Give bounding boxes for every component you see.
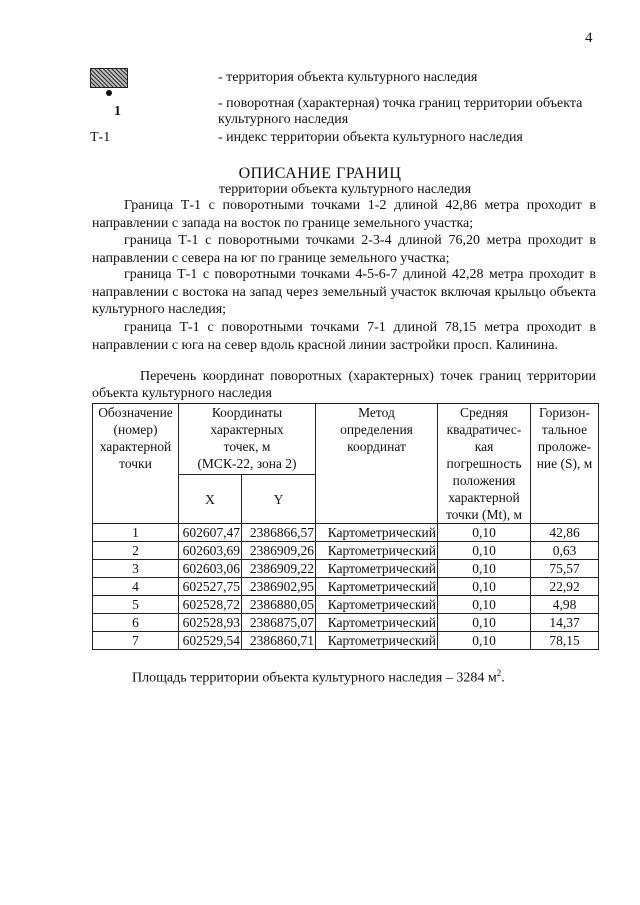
cell-point-number: 1: [93, 524, 179, 542]
description-title: ОПИСАНИЕ ГРАНИЦ: [238, 165, 402, 182]
coordinates-table: [92, 403, 599, 650]
area-end: .: [501, 670, 505, 686]
legend-territory-text: - территория объекта культурного наследия: [218, 70, 478, 85]
cell-y: 2386880,05: [242, 596, 316, 614]
cell-error: 0,10: [438, 614, 531, 632]
area-unit-superscript: 2: [496, 668, 502, 678]
header-horizontal: Горизон-тальное проложе-ние (S), м: [531, 404, 599, 524]
turning-point-number: 1: [114, 104, 121, 119]
cell-method: Картометрический: [316, 524, 438, 542]
cell-error: 0,10: [438, 596, 531, 614]
area-text: Площадь территории объекта культурного наследия – 3284 м: [132, 670, 497, 686]
cell-method: Картометрический: [316, 560, 438, 578]
cell-y: 2386909,22: [242, 560, 316, 578]
boundary-paragraph-3: граница Т-1 с поворотными точками 4-5-6-7 длиной 42,28 метра проходит в направлении с востока на запад через земельный участок включая крыльцо объекта культурного наследия;: [92, 267, 596, 317]
cell-horizontal: 42,86: [531, 524, 599, 542]
index-symbol: Т-1: [90, 130, 111, 145]
cell-y: 2386866,57: [242, 524, 316, 542]
boundary-paragraph-1: Граница Т-1 с поворотными точками 1-2 длиной 42,86 метра проходит в направлении с запада на восток по границе земельного участка;: [92, 198, 596, 231]
cell-horizontal: 14,37: [531, 614, 599, 632]
cell-x: 602527,75: [179, 578, 242, 596]
cell-x: 602528,93: [179, 614, 242, 632]
cell-y: 2386860,71: [242, 632, 316, 650]
cell-y: 2386875,07: [242, 614, 316, 632]
cell-point-number: 3: [93, 560, 179, 578]
table-caption: Перечень координат поворотных (характерных) точек границ территории объекта культурного наследия: [92, 369, 596, 401]
header-method: Метод определения координат: [316, 404, 438, 524]
table-row: [93, 542, 599, 560]
header-x: X: [179, 475, 242, 524]
table-row: [93, 578, 599, 596]
legend-point-text: - поворотная (характерная) точка границ территории объекта культурного наследия: [218, 96, 583, 127]
table-row: [93, 632, 599, 650]
turning-point-dot-icon: [106, 90, 112, 96]
header-designation: Обозначение (номер) характерной точки: [93, 404, 179, 524]
cell-horizontal: 0,63: [531, 542, 599, 560]
cell-horizontal: 22,92: [531, 578, 599, 596]
cell-method: Картометрический: [316, 632, 438, 650]
page-number: 4: [585, 30, 593, 46]
cell-x: 602528,72: [179, 596, 242, 614]
area-statement: [132, 668, 505, 687]
cell-error: 0,10: [438, 560, 531, 578]
cell-method: Картометрический: [316, 578, 438, 596]
cell-point-number: 5: [93, 596, 179, 614]
cell-y: 2386909,26: [242, 542, 316, 560]
cell-error: 0,10: [438, 524, 531, 542]
table-row: [93, 560, 599, 578]
cell-horizontal: 75,57: [531, 560, 599, 578]
header-coordinates: Координаты характерных точек, м (МСК-22, зона 2): [179, 404, 316, 475]
table-header-row: [93, 404, 599, 475]
cell-horizontal: 4,98: [531, 596, 599, 614]
legend-index-text: - индекс территории объекта культурного наследия: [218, 130, 523, 145]
cell-horizontal: 78,15: [531, 632, 599, 650]
table-row: [93, 596, 599, 614]
cell-error: 0,10: [438, 632, 531, 650]
cell-point-number: 2: [93, 542, 179, 560]
hatched-territory-swatch: [90, 68, 128, 88]
cell-point-number: 7: [93, 632, 179, 650]
table-row: [93, 524, 599, 542]
description-subtitle: территории объекта культурного наследия: [218, 182, 472, 197]
cell-point-number: 6: [93, 614, 179, 632]
header-y: Y: [242, 475, 316, 524]
cell-x: 602603,69: [179, 542, 242, 560]
cell-x: 602603,06: [179, 560, 242, 578]
cell-method: Картометрический: [316, 614, 438, 632]
table-row: [93, 614, 599, 632]
boundary-paragraph-2: граница Т-1 с поворотными точками 2-3-4 длиной 76,20 метра проходит в направлении с севера на юг по границе земельного участка;: [92, 233, 596, 266]
cell-method: Картометрический: [316, 542, 438, 560]
cell-error: 0,10: [438, 542, 531, 560]
cell-error: 0,10: [438, 578, 531, 596]
cell-y: 2386902,95: [242, 578, 316, 596]
cell-x: 602607,47: [179, 524, 242, 542]
cell-point-number: 4: [93, 578, 179, 596]
header-error: Средняя квадратичес-кая погрешность положения характерной точки (Mt), м: [438, 404, 531, 524]
cell-method: Картометрический: [316, 596, 438, 614]
boundary-paragraph-4: граница Т-1 с поворотными точками 7-1 длиной 78,15 метра проходит в направлении с юга на север вдоль красной линии застройки просп. Калинина.: [92, 320, 596, 353]
cell-x: 602529,54: [179, 632, 242, 650]
